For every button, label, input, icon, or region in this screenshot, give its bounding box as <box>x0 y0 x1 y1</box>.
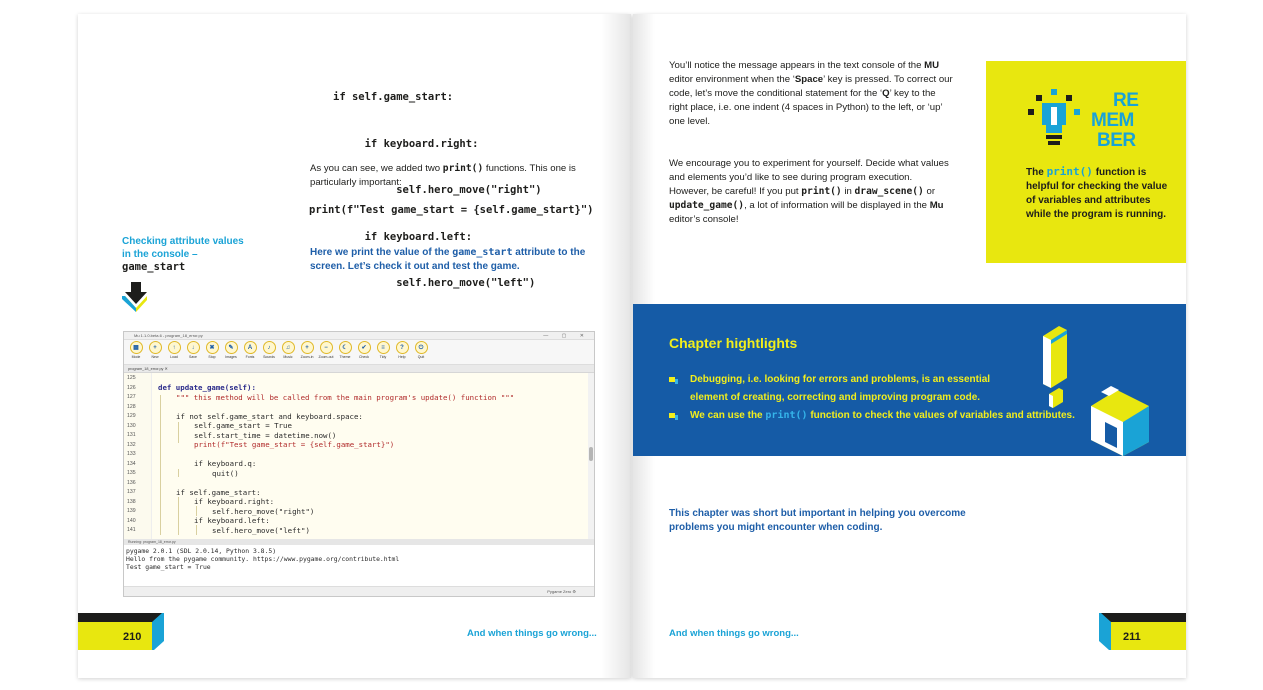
indent-guide <box>160 395 161 535</box>
toolbar-button-music[interactable]: ♫ Music <box>280 340 296 364</box>
code-line: self.hero_move("right") <box>212 506 315 516</box>
code-editor[interactable] <box>124 373 594 539</box>
editor-scrollbar[interactable] <box>588 373 594 539</box>
paragraph-experiment: We encourage you to experiment for yourself. Decide what values and elements you’d like to see during program execution. However, be careful! If you put print() in draw_scene() or update_game(), a lot of information will be displayed in the Mu editor’s console! <box>669 158 949 225</box>
line-number: 128 <box>127 403 136 410</box>
indent-guide <box>178 469 179 477</box>
toolbar-button-images[interactable]: ✎ Images <box>223 340 239 364</box>
footer-dark-band <box>78 613 163 622</box>
code-line: if keyboard.right: <box>194 497 275 506</box>
line-number: 131 <box>127 432 136 438</box>
toolbar-button-quit[interactable]: ⏻ Quit <box>413 340 429 364</box>
toolbar-button-check[interactable]: ✔ Check <box>356 340 372 364</box>
code-line: if not self.game_start and keyboard.space: <box>176 411 363 421</box>
toolbar-button-fonts[interactable]: A Fonts <box>242 340 258 364</box>
code-line: if keyboard.right: <box>333 137 479 150</box>
indent-guide <box>196 506 197 516</box>
footer-cube-side <box>152 613 164 650</box>
check-icon: ✔ <box>358 341 371 354</box>
toolbar-button-mode[interactable]: ▦ Mode <box>128 340 144 364</box>
mode-status[interactable]: Pygame Zero <box>547 589 572 594</box>
status-bar <box>124 586 594 596</box>
line-number: 136 <box>127 479 136 486</box>
line-number: 135 <box>127 470 136 476</box>
mu-editor-screenshot <box>123 331 595 597</box>
toolbar-button-help[interactable]: ? Help <box>394 340 410 364</box>
line-number: 134 <box>127 460 136 467</box>
blue-paragraph: Here we print the value of the game_start attribute to the screen. Let’s check it out and test the game. <box>310 247 586 272</box>
scrollbar-thumb[interactable] <box>589 447 593 461</box>
code-line: if self.game_start: <box>176 487 261 497</box>
line-number: 126 <box>127 384 136 391</box>
chapter-highlights-band <box>633 304 1186 456</box>
quit-icon: ⏻ <box>415 341 428 354</box>
code-line: self.hero_move("left") <box>212 525 310 535</box>
load-icon: ↑ <box>168 341 181 354</box>
bullet-icon <box>669 413 678 420</box>
indent-guide <box>196 525 197 535</box>
help-icon: ? <box>396 341 409 354</box>
inline-code: print() <box>442 163 484 174</box>
highlights-title: Chapter hightlights <box>669 335 798 351</box>
save-icon: ↓ <box>187 341 200 354</box>
page-number: 211 <box>1123 631 1141 643</box>
line-number: 139 <box>127 508 136 514</box>
toolbar-button-stop[interactable]: ✖ Stop <box>204 340 220 364</box>
page-number: 210 <box>123 631 142 643</box>
footer-cube-side <box>1099 613 1111 650</box>
code-line: self.game_start = True <box>194 421 292 430</box>
toolbar-button-zoom-out[interactable]: − Zoom-out <box>318 340 334 364</box>
line-number: 127 <box>127 394 136 400</box>
code-line: self.hero_move("right") <box>333 184 542 196</box>
window-title: Mu 1.1.0.beta.6 - program_18_error.py <box>134 333 203 338</box>
code-line-print-test: print(f"Test game_start = {self.game_start}") <box>309 204 594 216</box>
code-line: quit() <box>212 468 239 478</box>
indent-guide <box>178 422 179 443</box>
output-console[interactable] <box>124 545 594 585</box>
window-controls: — ▢ ✕ <box>543 333 590 339</box>
paragraph-print-functions: As you can see, we added two print() functions. This one is particularly important: <box>310 163 576 188</box>
code-line: if self.game_start: <box>333 91 454 103</box>
code-line: def update_game(self): <box>158 383 256 392</box>
music-icon: ♫ <box>282 341 295 354</box>
sounds-icon: ♪ <box>263 341 276 354</box>
inline-code: print() <box>765 410 808 421</box>
code-line: if keyboard.left: <box>194 516 270 525</box>
highlight-item: element of creating, correcting and improving program code. <box>690 392 981 403</box>
highlight-item: Debugging, i.e. looking for errors and problems, is an essential <box>690 374 991 385</box>
toolbar-button-theme[interactable]: ☾ Theme <box>337 340 353 364</box>
line-number: 138 <box>127 498 136 505</box>
left-page <box>78 14 631 678</box>
line-number: 141 <box>127 527 136 533</box>
line-number: 129 <box>127 413 136 419</box>
toolbar-button-zoom-in[interactable]: + Zoom-in <box>299 340 315 364</box>
close-tab-icon[interactable]: ✕ <box>164 367 168 371</box>
remember-word-mem: MEM <box>1091 110 1134 131</box>
theme-icon: ☾ <box>339 341 352 354</box>
fonts-icon: A <box>244 341 257 354</box>
lightbulb-icon <box>1024 89 1084 147</box>
toolbar-button-tidy[interactable]: ≡ Tidy <box>375 340 391 364</box>
remember-text: The print() function is helpful for checking the value of variables and attributes while the program is running. <box>1026 165 1168 220</box>
running-footer-title: And when things go wrong... <box>669 628 799 639</box>
line-number: 137 <box>127 489 136 495</box>
console-header: Running: program_18_error.py <box>124 539 594 545</box>
window-titlebar <box>124 332 594 340</box>
toolbar-button-sounds[interactable]: ♪ Sounds <box>261 340 277 364</box>
stop-icon: ✖ <box>206 341 219 354</box>
page-gutter-shadow <box>601 14 631 678</box>
down-arrow-icon <box>122 282 150 312</box>
zoom-out-icon: − <box>320 341 333 354</box>
mode-icon: ▦ <box>130 341 143 354</box>
zoom-in-icon: + <box>301 341 314 354</box>
remember-word-re: RE <box>1113 90 1139 111</box>
console-line: Test game_start = True <box>126 563 211 571</box>
side-heading: Checking attribute values in the console – game_start <box>122 236 244 273</box>
line-number: 125 <box>127 375 136 381</box>
new-icon: + <box>149 341 162 354</box>
indent-guide <box>178 497 179 535</box>
right-page <box>633 14 1186 678</box>
closing-paragraph: This chapter was short but important in helping you overcome problems you might encounter when coding. <box>669 508 966 533</box>
paragraph-mu-console: You’ll notice the message appears in the text console of the MU editor environment when the ‘Space’ key is pressed. To correct our code, let’s move the conditional statement for the ‘Q’ key to the right place, i.e. one indent (4 spaces in Python) to the left, or ‘up’ one level. <box>669 60 953 127</box>
highlight-item: We can use the print() function to check the values of variables and attributes. <box>690 410 1075 421</box>
footer-dark-band <box>1099 613 1186 622</box>
toolbar-button-save[interactable]: ↓ Save <box>185 340 201 364</box>
code-line: self.hero_move("left") <box>333 277 536 289</box>
remember-box <box>986 61 1186 263</box>
images-icon: ✎ <box>225 341 238 354</box>
code-line: """ this method will be called from the main program's update() function """ <box>176 392 515 402</box>
code-line: self.start_time = datetime.now() <box>194 430 337 440</box>
footer-yellow-block <box>1110 622 1186 650</box>
toolbar-button-new[interactable]: + New <box>147 340 163 364</box>
gear-icon[interactable]: ⚙ <box>572 589 576 594</box>
bullet-icon <box>669 377 678 384</box>
console-line: Hello from the pygame community. https://www.pygame.org/contribute.html <box>126 555 400 563</box>
exclamation-mark-icon <box>1039 322 1159 456</box>
inline-code: print() <box>1046 165 1093 178</box>
code-block-if-game-start <box>333 59 542 323</box>
running-footer-title: And when things go wrong... <box>467 628 597 639</box>
code-line: if keyboard.left: <box>333 230 473 243</box>
code-line: print(f"Test game_start = {self.game_start}") <box>194 440 395 449</box>
toolbar-button-load[interactable]: ↑ Load <box>166 340 182 364</box>
tidy-icon: ≡ <box>377 341 390 354</box>
line-number: 132 <box>127 441 136 448</box>
inline-code: game_start <box>452 247 513 258</box>
toolbar <box>124 340 594 365</box>
line-number: 133 <box>127 451 136 457</box>
console-line: pygame 2.0.1 (SDL 2.0.14, Python 3.8.5) <box>126 547 277 555</box>
line-number: 130 <box>127 422 136 429</box>
code-line: if keyboard.q: <box>194 459 257 468</box>
file-tab[interactable]: program_18_error.py ✕ <box>124 365 594 373</box>
remember-word-ber: BER <box>1097 130 1136 151</box>
line-number: 140 <box>127 517 136 524</box>
footer-yellow-block <box>78 622 154 650</box>
